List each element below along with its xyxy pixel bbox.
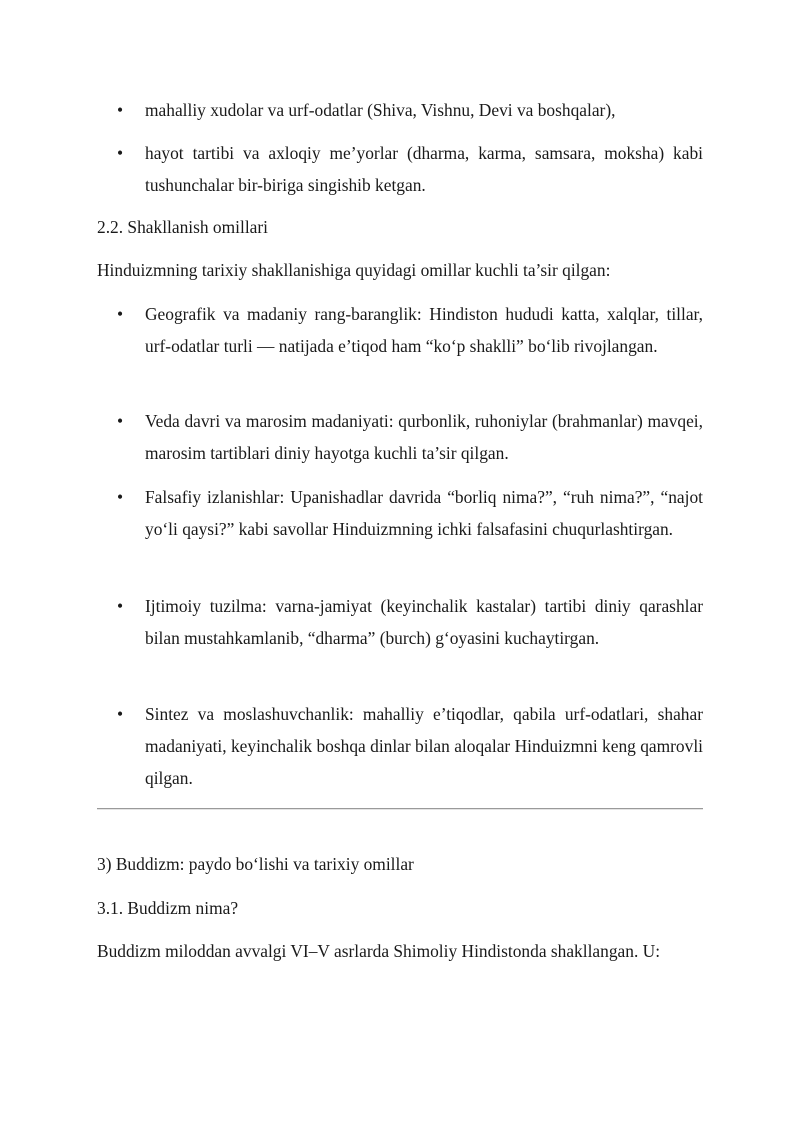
- bullet-icon: •: [117, 100, 124, 120]
- paragraph: Hinduizmning tarixiy shakllanishiga quyidagi omillar kuchli ta’sir qilgan:: [97, 260, 611, 280]
- bullet-text: mahalliy xudolar va urf-odatlar (Shiva, Vishnu, Devi va boshqalar),: [145, 100, 616, 120]
- subsection-heading: 3.1. Buddizm nima?: [97, 898, 239, 918]
- paragraph: Buddizm miloddan avvalgi VI–V asrlarda Shimoliy Hindistonda shakllangan. U:: [97, 941, 661, 961]
- bullet-text: Ijtimoiy tuzilma: varna-jamiyat (keyinchalik kastalar) tartibi diniy qarashlar bilan mustahkamlanib, “dharma” (burch) g‘oyasini kuchaytirgan.: [145, 596, 703, 648]
- bullet-text: Sintez va moslashuvchanlik: mahalliy e’tiqodlar, qabila urf-odatlari, shahar madaniyati, keyinchalik boshqa dinlar bilan aloqalar Hinduizmni keng qamrovli qilgan.: [145, 704, 703, 788]
- section-heading: 2.2. Shakllanish omillari: [97, 217, 268, 237]
- bullet-text: Veda davri va marosim madaniyati: qurbonlik, ruhoniylar (brahmanlar) mavqei, marosim tartiblari diniy hayotga kuchli ta’sir qilgan.: [145, 411, 703, 463]
- bullet-text: hayot tartibi va axloqiy me’yorlar (dharma, karma, samsara, moksha) kabi tushunchalar bir-biriga singishib ketgan.: [145, 143, 703, 195]
- bullet-icon: •: [117, 487, 124, 507]
- bullet-icon: •: [117, 704, 124, 724]
- bullet-icon: •: [117, 143, 124, 163]
- bullet-icon: •: [117, 411, 124, 431]
- bullet-icon: •: [117, 596, 124, 616]
- section-divider: [97, 808, 703, 810]
- bullet-text: Falsafiy izlanishlar: Upanishadlar davrida “borliq nima?”, “ruh nima?”, “najot yo‘li qaysi?” kabi savollar Hinduizmning ichki falsafasini chuqurlashtirgan.: [145, 487, 703, 539]
- section-heading: 3) Buddizm: paydo bo‘lishi va tarixiy omillar: [97, 854, 414, 874]
- bullet-text: Geografik va madaniy rang-baranglik: Hindiston hududi katta, xalqlar, tillar, urf-odatlar turli — natijada e’tiqod ham “ko‘p shaklli” bo‘lib rivojlangan.: [145, 304, 703, 356]
- bullet-icon: •: [117, 304, 124, 324]
